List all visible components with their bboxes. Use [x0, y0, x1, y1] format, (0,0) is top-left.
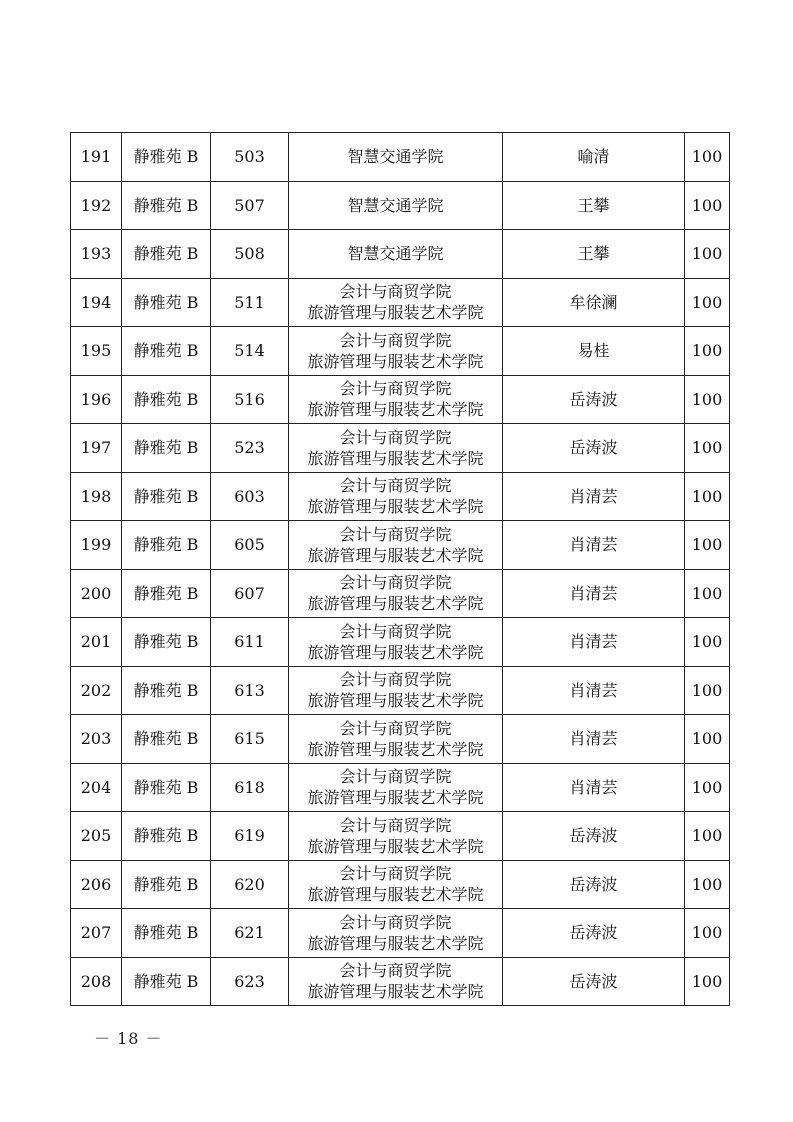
department-line: 旅游管理与服装艺术学院	[307, 545, 484, 565]
score-cell: 100	[685, 812, 730, 861]
row-number-cell: 204	[71, 763, 122, 812]
building-cell: 静雅苑 B	[122, 715, 211, 764]
department-cell	[289, 715, 503, 764]
table-body	[71, 133, 730, 1006]
department-cell	[289, 569, 503, 618]
table-row	[71, 812, 730, 861]
department-cell	[289, 133, 503, 182]
room-number-cell: 613	[211, 666, 289, 715]
room-number-cell: 607	[211, 569, 289, 618]
room-number-cell: 611	[211, 618, 289, 667]
score-cell: 100	[685, 181, 730, 230]
score-cell: 100	[685, 909, 730, 958]
department-cell	[289, 472, 503, 521]
building-cell: 静雅苑 B	[122, 521, 211, 570]
table-row	[71, 424, 730, 473]
responsible-person-cell: 肖清芸	[503, 569, 685, 618]
dormitory-inspection-table	[70, 132, 730, 1006]
score-cell: 100	[685, 569, 730, 618]
score-cell: 100	[685, 424, 730, 473]
table-row	[71, 278, 730, 327]
department-cell	[289, 618, 503, 667]
score-cell: 100	[685, 230, 730, 279]
building-cell: 静雅苑 B	[122, 569, 211, 618]
score-cell: 100	[685, 618, 730, 667]
department-line: 会计与商贸学院	[339, 864, 452, 884]
row-number-cell: 191	[71, 133, 122, 182]
table-row	[71, 666, 730, 715]
department-cell	[289, 763, 503, 812]
row-number-cell: 195	[71, 327, 122, 376]
room-number-cell: 621	[211, 909, 289, 958]
building-cell: 静雅苑 B	[122, 375, 211, 424]
row-number-cell: 192	[71, 181, 122, 230]
responsible-person-cell: 岳涛波	[503, 375, 685, 424]
responsible-person-cell: 岳涛波	[503, 424, 685, 473]
responsible-person-cell: 岳涛波	[503, 812, 685, 861]
department-cell	[289, 957, 503, 1006]
room-number-cell: 615	[211, 715, 289, 764]
department-cell	[289, 375, 503, 424]
table-row	[71, 375, 730, 424]
score-cell: 100	[685, 763, 730, 812]
score-cell: 100	[685, 521, 730, 570]
row-number-cell: 207	[71, 909, 122, 958]
department-cell	[289, 909, 503, 958]
department-line: 旅游管理与服装艺术学院	[307, 691, 484, 711]
table-row	[71, 618, 730, 667]
department-line: 旅游管理与服装艺术学院	[307, 788, 484, 808]
room-number-cell: 620	[211, 860, 289, 909]
row-number-cell: 208	[71, 957, 122, 1006]
responsible-person-cell: 肖清芸	[503, 763, 685, 812]
department-cell	[289, 666, 503, 715]
department-cell	[289, 812, 503, 861]
department-line: 智慧交通学院	[347, 147, 444, 167]
row-number-cell: 202	[71, 666, 122, 715]
responsible-person-cell: 易桂	[503, 327, 685, 376]
building-cell: 静雅苑 B	[122, 666, 211, 715]
responsible-person-cell: 肖清芸	[503, 715, 685, 764]
department-cell	[289, 181, 503, 230]
department-line: 会计与商贸学院	[339, 912, 452, 932]
building-cell: 静雅苑 B	[122, 909, 211, 958]
room-number-cell: 516	[211, 375, 289, 424]
table-row	[71, 327, 730, 376]
row-number-cell: 203	[71, 715, 122, 764]
table-row	[71, 230, 730, 279]
responsible-person-cell: 岳涛波	[503, 860, 685, 909]
department-cell	[289, 230, 503, 279]
room-number-cell: 605	[211, 521, 289, 570]
building-cell: 静雅苑 B	[122, 957, 211, 1006]
building-cell: 静雅苑 B	[122, 133, 211, 182]
department-line: 会计与商贸学院	[339, 379, 452, 399]
building-cell: 静雅苑 B	[122, 278, 211, 327]
table-row	[71, 715, 730, 764]
building-cell: 静雅苑 B	[122, 327, 211, 376]
department-line: 会计与商贸学院	[339, 718, 452, 738]
department-line: 会计与商贸学院	[339, 524, 452, 544]
department-line: 会计与商贸学院	[339, 476, 452, 496]
row-number-cell: 194	[71, 278, 122, 327]
row-number-cell: 205	[71, 812, 122, 861]
department-line: 会计与商贸学院	[339, 670, 452, 690]
department-cell	[289, 860, 503, 909]
row-number-cell: 193	[71, 230, 122, 279]
score-cell: 100	[685, 327, 730, 376]
building-cell: 静雅苑 B	[122, 618, 211, 667]
table-row	[71, 909, 730, 958]
room-number-cell: 511	[211, 278, 289, 327]
room-number-cell: 603	[211, 472, 289, 521]
room-number-cell: 508	[211, 230, 289, 279]
department-line: 会计与商贸学院	[339, 330, 452, 350]
department-cell	[289, 521, 503, 570]
responsible-person-cell: 王攀	[503, 181, 685, 230]
table-row	[71, 569, 730, 618]
department-line: 旅游管理与服装艺术学院	[307, 885, 484, 905]
table-row	[71, 133, 730, 182]
row-number-cell: 196	[71, 375, 122, 424]
room-number-cell: 619	[211, 812, 289, 861]
row-number-cell: 197	[71, 424, 122, 473]
department-line: 旅游管理与服装艺术学院	[307, 400, 484, 420]
score-cell: 100	[685, 472, 730, 521]
department-line: 会计与商贸学院	[339, 621, 452, 641]
department-line: 会计与商贸学院	[339, 573, 452, 593]
responsible-person-cell: 肖清芸	[503, 521, 685, 570]
score-cell: 100	[685, 860, 730, 909]
row-number-cell: 198	[71, 472, 122, 521]
department-line: 会计与商贸学院	[339, 427, 452, 447]
page-number: － 18 －	[94, 1029, 163, 1048]
department-line: 会计与商贸学院	[339, 815, 452, 835]
building-cell: 静雅苑 B	[122, 424, 211, 473]
department-cell	[289, 327, 503, 376]
department-line: 旅游管理与服装艺术学院	[307, 594, 484, 614]
department-line: 会计与商贸学院	[339, 282, 452, 302]
responsible-person-cell: 肖清芸	[503, 618, 685, 667]
department-line: 旅游管理与服装艺术学院	[307, 933, 484, 953]
department-line: 旅游管理与服装艺术学院	[307, 303, 484, 323]
responsible-person-cell: 岳涛波	[503, 909, 685, 958]
building-cell: 静雅苑 B	[122, 472, 211, 521]
responsible-person-cell: 王攀	[503, 230, 685, 279]
table-row	[71, 763, 730, 812]
building-cell: 静雅苑 B	[122, 181, 211, 230]
department-line: 旅游管理与服装艺术学院	[307, 739, 484, 759]
department-line: 旅游管理与服装艺术学院	[307, 982, 484, 1002]
department-line: 旅游管理与服装艺术学院	[307, 448, 484, 468]
table-row	[71, 472, 730, 521]
room-number-cell: 523	[211, 424, 289, 473]
responsible-person-cell: 牟徐澜	[503, 278, 685, 327]
score-cell: 100	[685, 715, 730, 764]
building-cell: 静雅苑 B	[122, 860, 211, 909]
department-line: 旅游管理与服装艺术学院	[307, 497, 484, 517]
department-line: 旅游管理与服装艺术学院	[307, 836, 484, 856]
table-row	[71, 957, 730, 1006]
department-cell	[289, 424, 503, 473]
department-line: 旅游管理与服装艺术学院	[307, 642, 484, 662]
department-line: 会计与商贸学院	[339, 961, 452, 981]
department-line: 旅游管理与服装艺术学院	[307, 351, 484, 371]
row-number-cell: 199	[71, 521, 122, 570]
building-cell: 静雅苑 B	[122, 230, 211, 279]
responsible-person-cell: 岳涛波	[503, 957, 685, 1006]
room-number-cell: 503	[211, 133, 289, 182]
department-line: 智慧交通学院	[347, 195, 444, 215]
responsible-person-cell: 肖清芸	[503, 472, 685, 521]
score-cell: 100	[685, 375, 730, 424]
score-cell: 100	[685, 278, 730, 327]
room-number-cell: 507	[211, 181, 289, 230]
row-number-cell: 200	[71, 569, 122, 618]
table-row	[71, 521, 730, 570]
table-row	[71, 181, 730, 230]
building-cell: 静雅苑 B	[122, 812, 211, 861]
score-cell: 100	[685, 666, 730, 715]
score-cell: 100	[685, 957, 730, 1006]
responsible-person-cell: 肖清芸	[503, 666, 685, 715]
room-number-cell: 514	[211, 327, 289, 376]
score-cell: 100	[685, 133, 730, 182]
responsible-person-cell: 喻清	[503, 133, 685, 182]
row-number-cell: 201	[71, 618, 122, 667]
table-row	[71, 860, 730, 909]
room-number-cell: 623	[211, 957, 289, 1006]
building-cell: 静雅苑 B	[122, 763, 211, 812]
department-line: 智慧交通学院	[347, 244, 444, 264]
department-cell	[289, 278, 503, 327]
room-number-cell: 618	[211, 763, 289, 812]
department-line: 会计与商贸学院	[339, 767, 452, 787]
row-number-cell: 206	[71, 860, 122, 909]
